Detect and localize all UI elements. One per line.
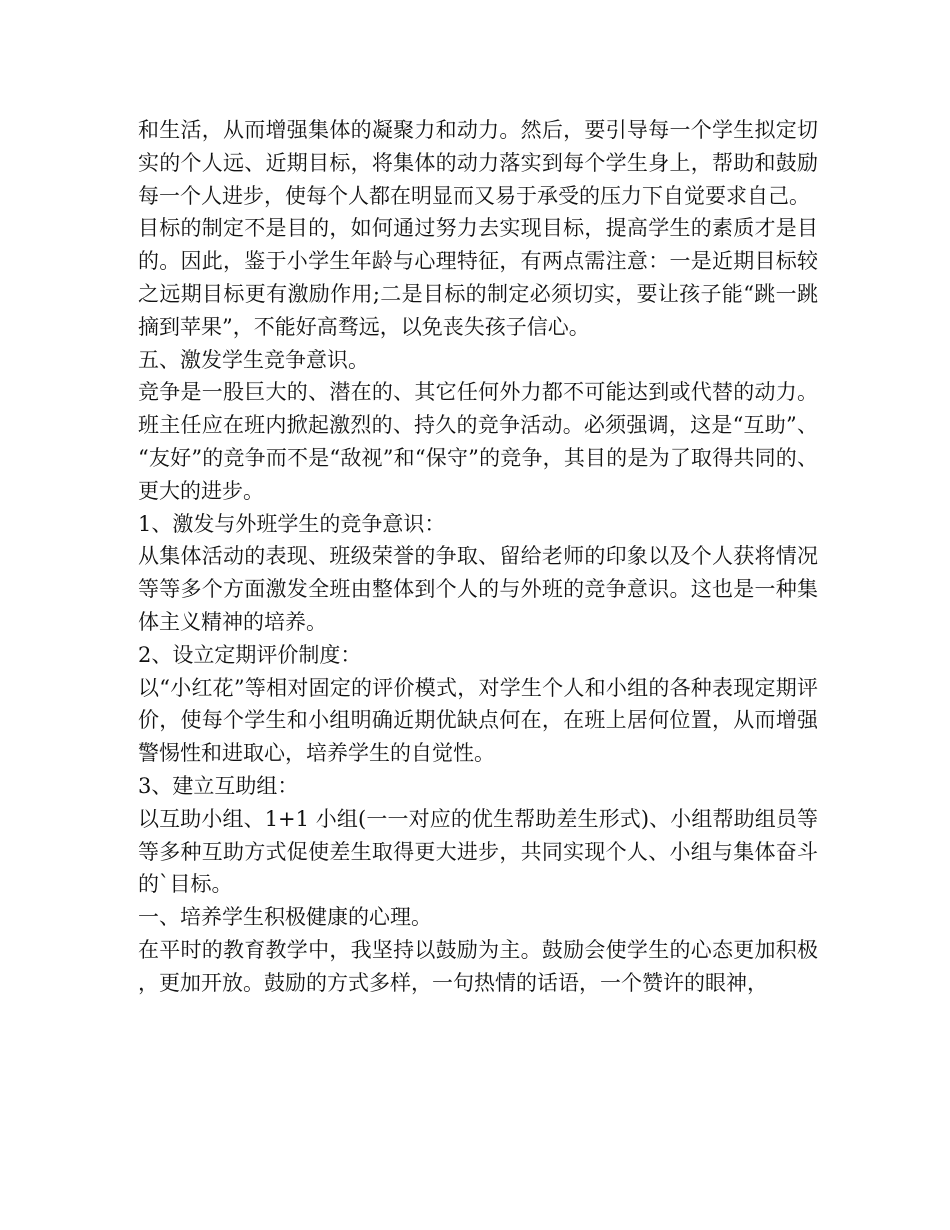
para-item-3: 以互助小组、1+1 小组(一一对应的优生帮助差生形式)、小组帮助组员等等多种互助方式促使差生取得更大进步，共同实现个人、小组与集体奋斗的`目标。 (138, 806, 818, 897)
heading-section-5: 五、激发学生竞争意识。 (138, 347, 369, 372)
para-goal-setting: 目标的制定不是目的，如何通过努力去实现目标，提高学生的素质才是目的。因此，鉴于小学生年龄与心理特征，有两点需注意：一是近期目标较之远期目标更有激励作用;二是目标的制定必须切实，要让孩子能“跳一跳摘到苹果”，不能好高骛远，以免丧失孩子信心。 (138, 216, 818, 339)
heading-item-2: 2、设立定期评价制度： (138, 642, 362, 667)
heading-item-3: 3、建立互助组： (138, 773, 299, 798)
para-competition: 竞争是一股巨大的、潜在的、其它任何外力都不可能达到或代替的动力。班主任应在班内掀起激烈的、持久的竞争活动。必须强调，这是“互助”、“友好”的竞争而不是“敌视”和“保守”的竞争，其目的是为了取得共同的、更大的进步。 (138, 380, 818, 503)
para-item-1: 从集体活动的表现、班级荣誉的争取、留给老师的印象以及个人获将情况等等多个方面激发全班由整体到个人的与外班的竞争意识。这也是一种集体主义精神的培养。 (138, 544, 818, 634)
document-body (138, 114, 818, 1000)
para-encouragement: 在平时的教育教学中，我坚持以鼓励为主。鼓励会使学生的心态更加积极，更加开放。鼓励的方式多样，一句热情的话语，一个赞许的眼神， (138, 937, 818, 995)
para-collective-cohesion: 和生活，从而增强集体的凝聚力和动力。然后，要引导每一个学生拟定切实的个人远、近期目标，将集体的动力落实到每个学生身上，帮助和鼓励每一个人进步，使每个人都在明显而又易于承受的压力下自觉要求自己。 (138, 118, 818, 208)
heading-section-1: 一、培养学生积极健康的心理。 (138, 905, 432, 930)
heading-item-1: 1、激发与外班学生的竞争意识： (138, 511, 446, 536)
para-item-2: 以“小红花”等相对固定的评价模式，对学生个人和小组的各种表现定期评价，使每个学生和小组明确近期优缺点何在，在班上居何位置，从而增强警惕性和进取心，培养学生的自觉性。 (138, 675, 818, 766)
